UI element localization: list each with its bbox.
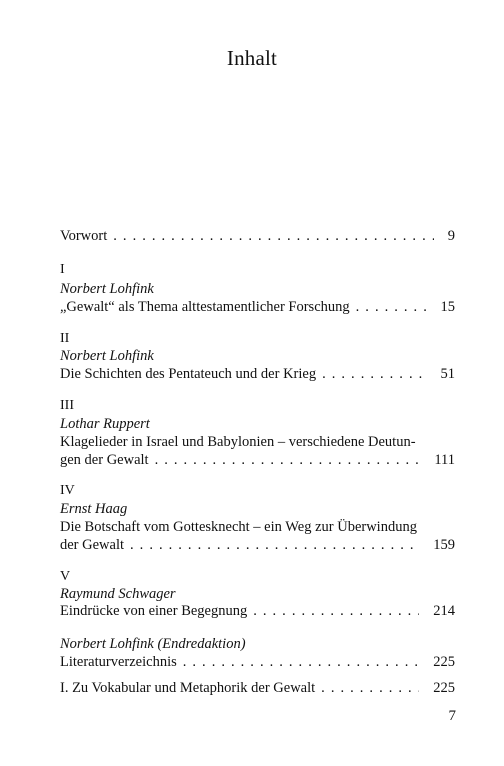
leader-dots bbox=[149, 450, 421, 470]
entry-title: Die Schichten des Pentateuch und der Krieg bbox=[60, 366, 317, 382]
entry-page: 111 bbox=[434, 452, 455, 468]
section-number: I bbox=[60, 262, 65, 277]
toc-entry[interactable] bbox=[60, 535, 455, 555]
page-number: 7 bbox=[448, 708, 456, 724]
leader-dots bbox=[316, 364, 426, 384]
entry-author: Norbert Lohfink (Endredaktion) bbox=[60, 636, 246, 652]
entry-title: Literaturverzeichnis bbox=[60, 654, 177, 670]
toc-entry-vorwort[interactable] bbox=[60, 226, 455, 246]
entry-author: Norbert Lohfink bbox=[60, 348, 154, 364]
toc-entry[interactable] bbox=[60, 678, 455, 698]
entry-page: 214 bbox=[433, 603, 455, 619]
entry-author: Norbert Lohfink bbox=[60, 281, 154, 297]
leader-dots bbox=[350, 297, 427, 317]
leader-dots bbox=[315, 678, 419, 698]
entry-title: der Gewalt bbox=[60, 537, 125, 553]
entry-title: gen der Gewalt bbox=[60, 452, 149, 468]
toc-entry[interactable] bbox=[60, 601, 455, 621]
entry-page: 51 bbox=[440, 366, 455, 382]
section-number: III bbox=[60, 398, 74, 413]
page-title: Inhalt bbox=[226, 46, 278, 70]
leader-dots bbox=[177, 652, 420, 672]
section-number: IV bbox=[60, 483, 75, 498]
entry-page: 225 bbox=[433, 654, 455, 670]
entry-author: Raymund Schwager bbox=[60, 586, 176, 602]
toc-entry[interactable] bbox=[60, 297, 455, 317]
toc-entry[interactable] bbox=[60, 652, 455, 672]
leader-dots bbox=[247, 601, 419, 621]
entry-page: 15 bbox=[440, 299, 455, 315]
section-number: II bbox=[60, 331, 70, 346]
section-number: V bbox=[60, 569, 71, 584]
toc-entry[interactable] bbox=[60, 364, 455, 384]
entry-title: Eindrücke von einer Begegnung bbox=[60, 603, 248, 619]
toc-entry[interactable] bbox=[60, 450, 455, 470]
leader-dots bbox=[124, 535, 419, 555]
entry-title: Vorwort bbox=[60, 228, 108, 244]
entry-title: „Gewalt“ als Thema alttestamentlicher Forschung bbox=[60, 299, 350, 315]
entry-page: 159 bbox=[433, 537, 455, 553]
entry-author: Lothar Ruppert bbox=[60, 416, 150, 432]
entry-page: 225 bbox=[433, 680, 455, 696]
entry-title: I. Zu Vokabular und Metaphorik der Gewalt bbox=[60, 680, 316, 696]
entry-title-line[interactable]: Klagelieder in Israel und Babylonien – verschiedene Deutun- bbox=[60, 434, 416, 450]
leader-dots bbox=[107, 226, 433, 246]
entry-page: 9 bbox=[447, 228, 455, 244]
entry-author: Ernst Haag bbox=[60, 501, 128, 517]
entry-title-line[interactable]: Die Botschaft vom Gottesknecht – ein Weg zur Überwindung bbox=[60, 519, 417, 535]
